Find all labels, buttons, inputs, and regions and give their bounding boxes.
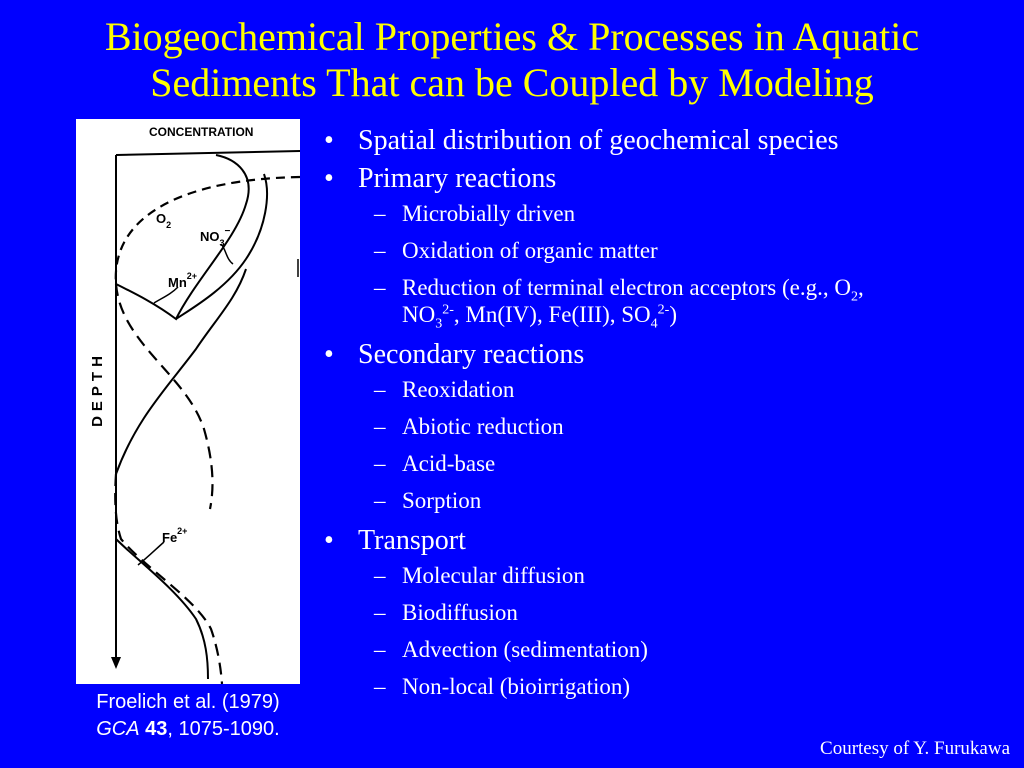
dash-marker: –: [374, 637, 386, 662]
sub-bullet: [318, 487, 1018, 514]
so4-curve: [116, 539, 208, 679]
dash-marker: –: [374, 600, 386, 625]
sub-bullet-text: Biodiffusion: [402, 600, 518, 625]
sub-bullet: [318, 237, 1018, 264]
sub-bullet: [318, 599, 1018, 626]
surface-line: [116, 151, 300, 155]
bullet-marker: •: [324, 125, 334, 156]
bullet-primary: [318, 162, 1018, 195]
bullet-text: Primary reactions: [358, 163, 557, 194]
bullet-text: Spatial distribution of geochemical species: [358, 125, 839, 156]
bullet-marker: •: [324, 339, 334, 370]
bullet-text: Transport: [358, 525, 466, 556]
sub-bullet: [318, 376, 1018, 403]
dash-marker: –: [374, 674, 386, 699]
figure-citation: [62, 689, 314, 743]
depth-profile-diagram: [76, 119, 300, 684]
sub-bullet-text: Sorption: [402, 488, 482, 513]
sub-bullet-reduction: [318, 274, 1018, 332]
sub-bullet: [318, 450, 1018, 477]
citation-pages: , 1075-1090.: [167, 718, 280, 740]
sub-bullet: [318, 673, 1018, 700]
sub-bullet-text: Non-local (bioirrigation): [402, 674, 631, 699]
sub-bullet: [318, 413, 1018, 440]
citation-source: [62, 716, 314, 743]
dash-marker: –: [374, 201, 386, 226]
depth-profile-figure: [76, 119, 300, 684]
bullet-transport: [318, 524, 1018, 557]
bullet-text: Secondary reactions: [358, 339, 585, 370]
bullet-marker: •: [324, 163, 334, 194]
no3-curve: [116, 155, 249, 319]
citation-volume: 43: [145, 718, 168, 740]
label-fe: $Fe^{2+}$: [162, 526, 188, 545]
courtesy-credit: Courtesy of Y. Furukawa: [820, 738, 1010, 759]
title-line-2: Sediments That can be Coupled by Modeling: [150, 60, 874, 105]
title-line-1: Biogeochemical Properties & Processes in Aquatic: [104, 14, 920, 59]
citation-authors: Froelich et al. (1979): [96, 691, 280, 713]
bullet-list: [318, 124, 1018, 710]
citation-journal: GCA: [96, 718, 140, 740]
dash-marker: –: [374, 451, 386, 476]
sub-bullet: [318, 200, 1018, 227]
dash-marker: –: [374, 238, 386, 263]
dash-marker: –: [374, 377, 386, 402]
dash-marker: –: [374, 275, 386, 300]
label-no3: $NO_3^-$: [200, 226, 231, 248]
sub-bullet-text: Abiotic reduction: [402, 414, 564, 439]
sub-bullet: [318, 562, 1018, 589]
reduction-text: Reduction of terminal electron acceptors (e.g., $O_2$, $NO_3^{2-}$, Mn(IV), Fe(III), $SO_4^{2-}$): [402, 275, 864, 332]
label-o2: $O_2$: [156, 211, 172, 230]
axis-label-concentration: CONCENTRATION: [149, 125, 254, 139]
dash-marker: –: [374, 414, 386, 439]
sub-bullet-text: Advection (sedimentation): [402, 637, 648, 662]
fe-pointer-arrow: [138, 542, 164, 565]
sub-bullet-text: Acid-base: [402, 451, 496, 476]
slide-title: [0, 14, 1024, 106]
cross-curve: [116, 269, 246, 474]
dash-marker: –: [374, 488, 386, 513]
sub-bullet-text: Oxidation of organic matter: [402, 238, 658, 263]
axis-label-depth: DEPTH: [89, 351, 106, 427]
sub-bullet-text: Reoxidation: [402, 377, 515, 402]
mn-curve: [116, 284, 212, 509]
bullet-secondary: [318, 338, 1018, 371]
bullet-marker: •: [324, 525, 334, 556]
dash-marker: –: [374, 563, 386, 588]
depth-axis-arrowhead: [111, 657, 121, 669]
bullet-spatial: [318, 124, 1018, 157]
label-mn: $Mn^{2+}$: [168, 271, 198, 290]
sub-bullet: [318, 636, 1018, 663]
sub-bullet-text: Microbially driven: [402, 201, 576, 226]
sub-bullet-text: Molecular diffusion: [402, 563, 585, 588]
